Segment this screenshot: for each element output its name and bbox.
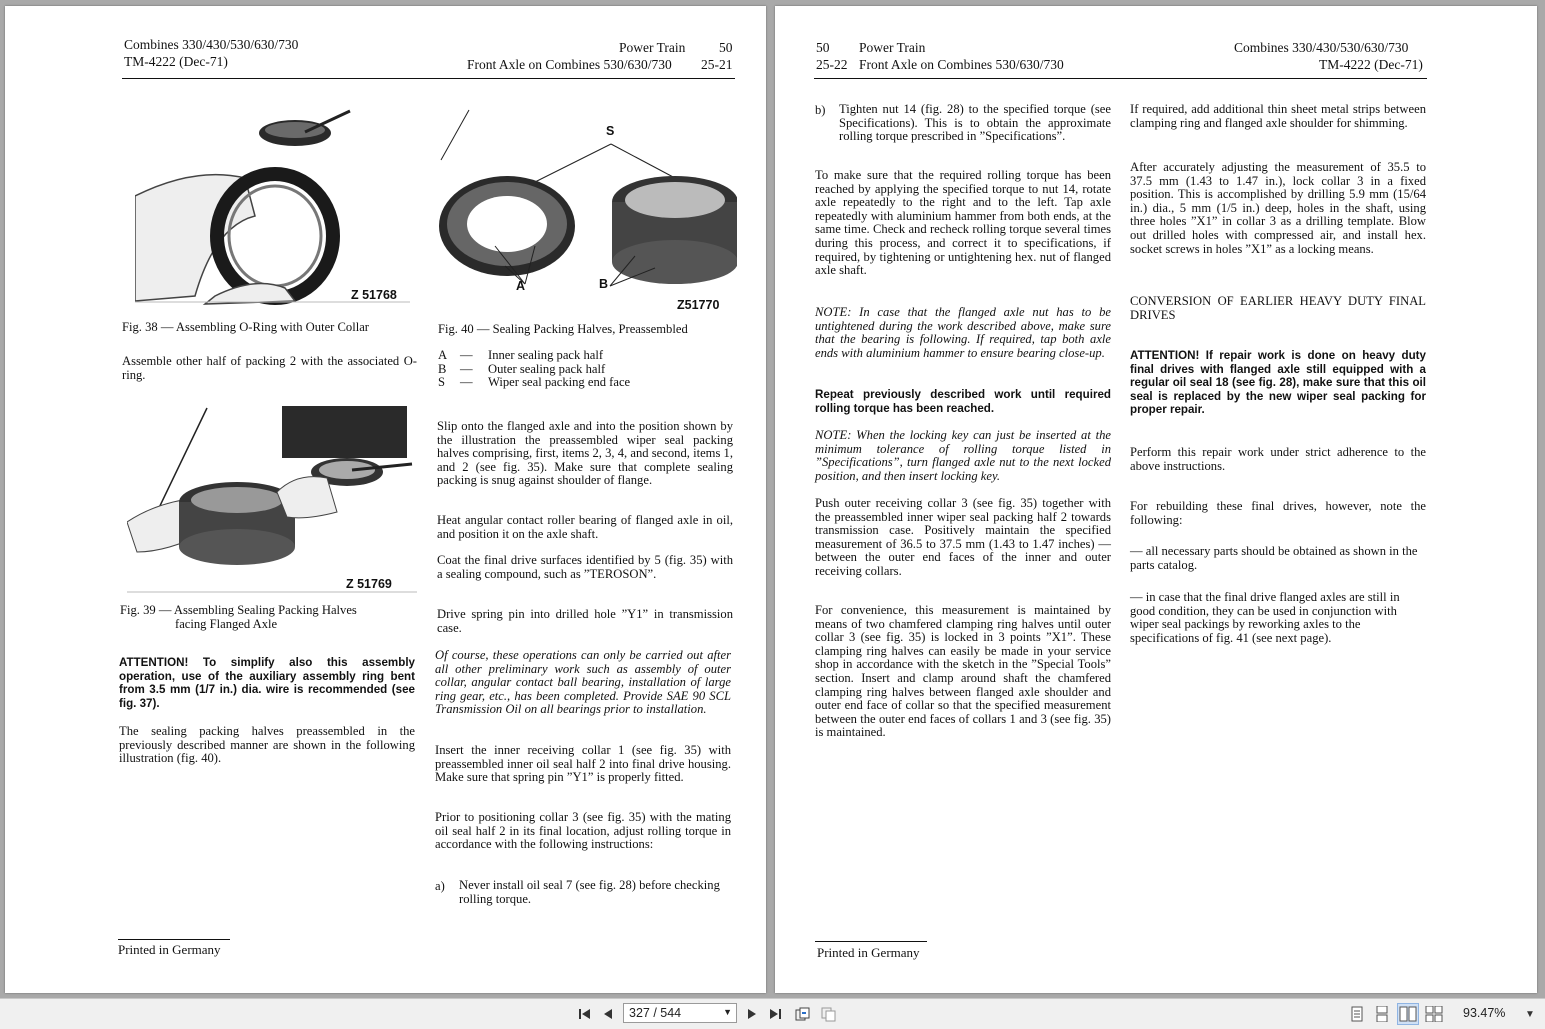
header-tm: TM-4222 (Dec-71) xyxy=(1319,57,1423,72)
single-page-icon[interactable] xyxy=(1347,1004,1367,1024)
fig39-caption-line1: Fig. 39 — Assembling Sealing Packing Halves xyxy=(120,603,357,617)
fig40-letter-b: B xyxy=(599,277,609,291)
fig38-photo xyxy=(135,106,410,306)
header-rule xyxy=(814,78,1427,79)
item-a-key: a) xyxy=(435,879,445,893)
copy-icon[interactable] xyxy=(818,1004,838,1024)
chevron-down-icon: ▼ xyxy=(723,1007,732,1017)
para-push: Push outer receiving collar 3 (see fig. 35) together with the preassembled inner wiper seal packing half 2 towards transmission case. Positively maintain the specified measurement of 36.5 to 37.5 mm (1.43 to 1.47 inches) — between the outer end faces of the inner and outer receiving collars. xyxy=(815,496,1111,578)
header-section: Power Train xyxy=(619,40,686,55)
note-2: NOTE: When the locking key can just be inserted at the minimum tolerance of rolling torque listed in ”Specifications”, turn flanged axle nut to the next locked position, and then insert locking key. xyxy=(815,428,1111,483)
para-make-sure: To make sure that the required rolling torque has been reached by applying the specified torque to nut 14, rotate axle repeatedly to the right and to the left. Tap axle repeatedly with aluminium hammer from both ends, at the same time. Check and recheck rolling torque several times during this process, and correct it to specifications, if required, by tightening or untightening hex. nut of flanged axle shaft. xyxy=(815,168,1111,278)
fig39-photo xyxy=(127,402,417,594)
fig40-label: Z51770 xyxy=(677,298,720,312)
legend-row: S — Wiper seal packing end face xyxy=(438,375,631,390)
para-course: Of course, these operations can only be carried out after all other preliminary work such as assembly of outer collar, angular contact ball bearing, installation of large ring gear, etc., has been completed. Provide SAE 90 SCL Transmission Oil on all bearings prior to installation. xyxy=(435,648,731,717)
next-page-icon[interactable] xyxy=(742,1004,762,1024)
legend-row: A — Inner sealing pack half xyxy=(438,348,604,362)
rotate-icon[interactable] xyxy=(792,1004,812,1024)
para-sealing: The sealing packing halves preassembled in the previously described manner are shown in the following illustration (fig. 40). xyxy=(119,724,415,766)
zoom-level[interactable]: 93.47% xyxy=(1463,1006,1506,1020)
viewer-toolbar xyxy=(0,998,1545,1029)
para-perform: Perform this repair work under strict adherence to the above instructions. xyxy=(1130,445,1426,473)
repeat-notice: Repeat previously described work until required rolling torque has been reached. xyxy=(815,388,1111,415)
fig38-label: Z 51768 xyxy=(351,288,397,302)
fig40-letter-s: S xyxy=(606,124,615,138)
page-indicator: 327 / 544 xyxy=(629,1006,682,1020)
attention-key: ATTENTION! xyxy=(1130,349,1200,362)
fig40-legend xyxy=(438,349,630,390)
fig40-photo xyxy=(435,106,737,306)
zoom-chevron-down-icon[interactable]: ▼ xyxy=(1525,1008,1535,1020)
fig38-caption: Fig. 38 — Assembling O-Ring with Outer Collar xyxy=(122,320,369,334)
para-if-required: If required, add additional thin sheet metal strips between clamping ring and flanged axle shoulder for shimming. xyxy=(1130,102,1426,130)
header-rule xyxy=(122,78,735,79)
first-page-icon[interactable] xyxy=(575,1004,595,1024)
attention-key: ATTENTION! xyxy=(119,656,189,669)
para-coat: Coat the final drive surfaces identified by 5 (fig. 35) with a sealing compound, such as ”TEROSON”. xyxy=(437,553,733,581)
dash-item-1: — all necessary parts should be obtained as shown in the parts catalog. xyxy=(1130,544,1418,572)
para-after: After accurately adjusting the measurement of 35.5 to 37.5 mm (1.43 to 1.47 in.), lock collar 3 in a fixed position. This is accomplished by drilling 5.9 mm (15/64 in.) dia., 5 mm (1/5 in.) deep, holes in the shaft, using three holes ”X1” in collar 3 as a drilling template. Blow out drilled holes with compressed air, and install hex. socket screws in holes ”X1” as a locking means. xyxy=(1130,160,1426,256)
header-section-num: 50 xyxy=(719,40,733,55)
right-page xyxy=(775,6,1537,993)
facing-icon[interactable] xyxy=(1398,1004,1418,1024)
header-page-num: 25-21 xyxy=(701,57,733,72)
left-page xyxy=(5,6,766,993)
fig40-letter-a: A xyxy=(516,279,526,293)
header-tm: TM-4222 (Dec-71) xyxy=(124,54,228,69)
para-slip: Slip onto the flanged axle and into the position shown by the illustration the preassembled wiper seal packing halves comprising, first, items 2, 3, 4, and second, items 1, and 2 (see fig. 35). Make sure that complete sealing packing is snug against shoulder of flange. xyxy=(437,419,733,488)
para-heat: Heat angular contact roller bearing of flanged axle in oil, and position it on the axle shaft. xyxy=(437,513,733,541)
header-section: Power Train xyxy=(859,40,926,55)
header-section-num: 50 xyxy=(816,40,830,55)
attention-text: To simplify also this assembly operation, use of the auxiliary assembly ring bent from 3.5 mm (1/7 in.) dia. wire is recommended (see fig. 37). xyxy=(119,656,415,710)
para-assemble: Assemble other half of packing 2 with the associated O-ring. xyxy=(122,354,417,382)
last-page-icon[interactable] xyxy=(765,1004,785,1024)
footer: Printed in Germany xyxy=(118,942,221,957)
fig39-label: Z 51769 xyxy=(346,577,392,591)
para-drive: Drive spring pin into drilled hole ”Y1” in transmission case. xyxy=(437,607,733,635)
header-title: Combines 330/430/530/630/730 xyxy=(1234,40,1409,55)
attention-text: If repair work is done on heavy duty final drives with flanged axle still equipped with a regular oil seal 18 (see fig. 28), make sure that this oil seal is replaced by the new wiper seal packing for proper repair. xyxy=(1130,349,1426,417)
item-b-key: b) xyxy=(815,103,826,117)
para-prior: Prior to positioning collar 3 (see fig. 35) with the mating oil seal half 2 in its final location, adjust rolling torque in accordance with the following instructions: xyxy=(435,810,731,852)
prev-page-icon[interactable] xyxy=(598,1004,618,1024)
footer-rule xyxy=(815,941,927,942)
dash-item-2: — in case that the final drive flanged axles are still in good condition, they can be used in conjunction with wiper seal packings by reworking axles to the specifications of fig. 41 (see next page). xyxy=(1130,590,1400,645)
facing-continuous-icon[interactable] xyxy=(1424,1004,1444,1024)
continuous-icon[interactable] xyxy=(1372,1004,1392,1024)
header-subsection: Front Axle on Combines 530/630/730 xyxy=(467,57,672,72)
fig40-caption: Fig. 40 — Sealing Packing Halves, Preassembled xyxy=(438,322,688,336)
header-subsection: Front Axle on Combines 530/630/730 xyxy=(859,57,1064,72)
header-title: Combines 330/430/530/630/730 xyxy=(124,37,299,52)
item-b-text: Tighten nut 14 (fig. 28) to the specified torque (see Specifications). This is to obtain the approximate rolling torque prescribed in ”Specifications”. xyxy=(839,102,1111,144)
para-rebuild: For rebuilding these final drives, however, note the following: xyxy=(1130,499,1426,527)
page-number-select[interactable] xyxy=(623,1003,737,1023)
header-page-num: 25-22 xyxy=(816,57,848,72)
para-convenience: For convenience, this measurement is maintained by means of two chamfered clamping ring halves until outer collar 3 (see fig. 35) is locked in 3 points ”X1”. These clamping ring halves can easily be made in your service shop in accordance with the sketch in the ”Special Tools” section. Insert and clamp around shaft the chamfered clamping ring halves between flanged axle shoulder and outer end face of collar so that the specified measurement between the outer end faces of collars 1 and 3 (see fig. 35) is maintained. xyxy=(815,603,1111,740)
footer-rule xyxy=(118,939,230,940)
item-a-text: Never install oil seal 7 (see fig. 28) before checking rolling torque. xyxy=(459,878,720,906)
attention-box xyxy=(1130,349,1426,417)
note-1: NOTE: In case that the flanged axle nut has to be untightened during the work described above, make sure that the bearing is following. If required, tap both axle ends with aluminium hammer to ensure bearing close-up. xyxy=(815,305,1111,360)
para-insert: Insert the inner receiving collar 1 (see fig. 35) with preassembled inner oil seal half 2 into final drive housing. Make sure that spring pin ”Y1” is properly fitted. xyxy=(435,743,731,785)
heading-conversion: CONVERSION OF EARLIER HEAVY DUTY FINAL DRIVES xyxy=(1130,294,1426,322)
footer: Printed in Germany xyxy=(817,945,920,960)
fig39-caption-line2: facing Flanged Axle xyxy=(175,617,278,631)
legend-row: B — Outer sealing pack half xyxy=(438,361,606,376)
attention-box xyxy=(119,656,415,710)
